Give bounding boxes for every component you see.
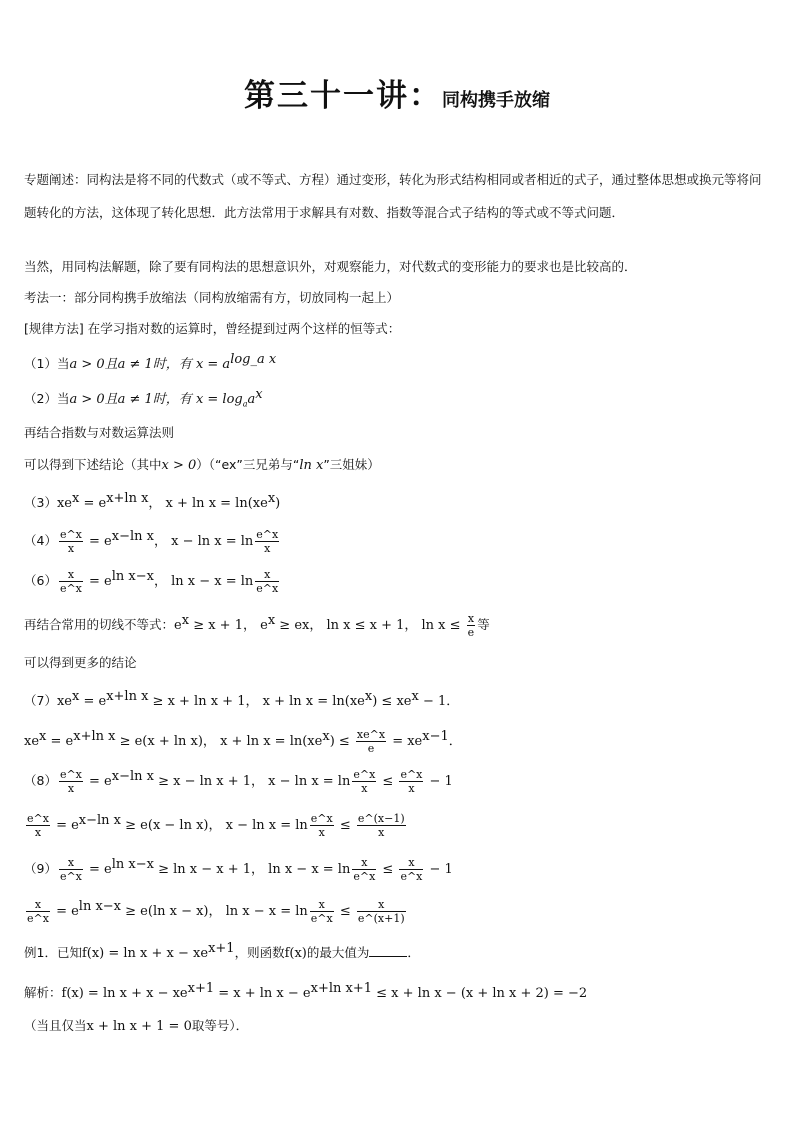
r7b-a: xe — [24, 734, 40, 750]
result-4 — [24, 528, 281, 555]
example-b: f(x) = ln x + x − xe — [81, 946, 209, 962]
combine-cond: x > 0 — [161, 458, 197, 473]
r9b-d: ≤ — [335, 904, 355, 920]
r8-den: x — [67, 782, 75, 796]
r8b-den: x — [34, 826, 42, 840]
r8-den2: x — [361, 782, 368, 796]
note-b: x + ln x + 1 = 0 — [86, 1019, 192, 1034]
tangent-c: ≥ x + 1， e — [189, 618, 268, 634]
r8b-b-sup: x−ln x — [78, 813, 122, 828]
tangent-end: 等 — [477, 617, 490, 633]
identity-1-exponent: log_a x — [230, 352, 277, 367]
r8-b: = e — [84, 774, 112, 790]
r7-a: xe — [56, 694, 72, 710]
combine-lnx: ln x — [299, 458, 324, 473]
solution-d: ≤ x + ln x − (x + ln x + 2) = −2 — [372, 986, 588, 1002]
solution-b: f(x) = ln x + x − xe — [61, 986, 188, 1002]
r3-d: (xe — [247, 496, 268, 512]
r8-num2: e^x — [353, 768, 376, 782]
r6-den: e^x — [59, 582, 82, 596]
r4-fraction-2 — [255, 528, 279, 555]
tangent-b-sup: x — [181, 613, 190, 628]
r8-fraction-2 — [352, 768, 376, 795]
r8-e: − 1 — [425, 774, 453, 790]
identity-2-exponent: x — [255, 387, 263, 402]
r8b-d: ≤ — [335, 818, 355, 834]
note-c: 取等号）． — [191, 1018, 249, 1033]
identity-1-label: （1）当 — [24, 356, 70, 372]
r7b-e-sup: x−1 — [422, 729, 449, 744]
combine-text-a: 可以得到下述结论（其中 — [24, 457, 162, 472]
result-6-label: （6） — [24, 573, 57, 589]
identity-1-formula: a > 0且a ≠ 1时，有 x = a — [69, 357, 231, 373]
r7b-c: ≥ e(x + ln x)， x + ln x = ln(xe — [115, 734, 323, 750]
example-e: 的最大值为 — [306, 945, 370, 961]
example-c: ，则函数 — [234, 945, 285, 961]
r9b-fraction-2 — [310, 898, 334, 925]
r7b-a-sup: x — [39, 729, 47, 744]
r8-b-sup: x−ln x — [111, 769, 154, 784]
solution-b-sup: x+1 — [187, 981, 215, 996]
result-9b — [24, 898, 408, 925]
result-6 — [24, 568, 281, 595]
r9b-fraction-3 — [357, 898, 406, 925]
r4-den: x — [67, 542, 75, 556]
r9b-den3: e^(x+1) — [357, 912, 405, 926]
r9b-c: ≥ e(ln x − x)， ln x − x = ln — [121, 904, 308, 920]
r9-fraction — [59, 856, 83, 883]
r7b-fraction — [356, 728, 386, 755]
r4-b-sup: x−ln x — [111, 529, 154, 544]
r6-b-sup: ln x−x — [111, 569, 154, 584]
combine-text-e: ”三姐妹） — [323, 457, 380, 472]
r9b-b-sup: ln x−x — [78, 899, 122, 914]
combine-line-2 — [24, 456, 380, 475]
r7b-den: e — [367, 742, 375, 756]
r6-num: x — [59, 568, 83, 582]
r6-den2: e^x — [256, 582, 279, 596]
r8b-c: ≥ e(x − ln x)， x − ln x = ln — [121, 818, 308, 834]
r9-den3: e^x — [400, 870, 423, 884]
result-8b — [24, 812, 408, 839]
result-7-label: （7） — [24, 693, 57, 709]
r9-d: ≤ — [378, 862, 398, 878]
r3-b: = e — [79, 496, 107, 512]
solution-label: 解析： — [24, 985, 62, 1001]
r7-c: ≥ x + ln x + 1， x + ln x = ln(xe — [148, 694, 365, 710]
r3-e: ) — [275, 496, 281, 512]
r3-b-sup: x+ln x — [106, 491, 149, 506]
r9-den2: e^x — [353, 870, 376, 884]
r3-d-sup: x — [267, 491, 276, 506]
identity-2-formula: a > 0且a ≠ 1时，有 x = log — [69, 392, 243, 408]
r9b-num3: x — [357, 898, 406, 912]
r7-b-sup: x+ln x — [106, 689, 149, 704]
r4-fraction — [59, 528, 83, 555]
result-8-label: （8） — [24, 773, 57, 789]
result-7 — [24, 688, 459, 711]
r9-num: x — [59, 856, 83, 870]
result-3 — [24, 490, 280, 513]
solution — [24, 980, 587, 1003]
example-b-sup: x+1 — [208, 941, 235, 956]
r9-num3: x — [399, 856, 423, 870]
r9b-num2: x — [310, 898, 334, 912]
r9-b: = e — [84, 862, 112, 878]
r4-b: = e — [84, 534, 112, 550]
r8b-fraction-3 — [357, 812, 406, 839]
tangent-b: e — [174, 618, 182, 634]
equality-note — [24, 1017, 248, 1036]
example-1 — [24, 940, 420, 963]
r7b-f: ． — [448, 734, 462, 750]
result-9-label: （9） — [24, 861, 57, 877]
r9-den: e^x — [59, 870, 82, 884]
r7-a-sup: x — [71, 689, 80, 704]
r8b-den3: x — [378, 826, 385, 840]
method-title: 考法一：部分同构携手放缩法（同构放缩需有方，切放同构一起上） — [24, 290, 400, 305]
r7-b: = e — [79, 694, 107, 710]
intro-line2: 当然，用同构法解题，除了要有同构法的思想意识外，对观察能力，对代数式的变形能力的要求也是比较高的． — [24, 259, 637, 274]
r7-d-sup: x — [411, 689, 419, 704]
r6-c: ， ln x − x = ln — [153, 574, 254, 590]
r8b-fraction — [26, 812, 50, 839]
r4-c: ， x − ln x = ln — [153, 534, 254, 550]
r8-fraction-3 — [399, 768, 423, 795]
r7-c-sup: x — [364, 689, 373, 704]
r8-num: e^x — [59, 768, 82, 782]
tangent-num: x — [467, 612, 475, 626]
example-label: 例1．已知 — [24, 945, 82, 961]
answer-blank — [369, 944, 407, 957]
r9-fraction-3 — [399, 856, 423, 883]
title-main: 第三十一讲： — [244, 78, 442, 114]
example-f: ． — [407, 945, 420, 961]
solution-c-sup: x+ln x+1 — [310, 981, 373, 996]
r9b-fraction — [26, 898, 50, 925]
title-sub: 同构携手放缩 — [442, 90, 550, 111]
r8-c: ≥ x − ln x + 1， x − ln x = ln — [153, 774, 351, 790]
r3-c: ， x + ln x = ln — [148, 496, 248, 512]
r9-b-sup: ln x−x — [111, 857, 154, 872]
r6-b: = e — [84, 574, 112, 590]
identity-2-label: （2）当 — [24, 391, 70, 407]
result-3-label: （3） — [24, 495, 57, 511]
r7-d: ) ≤ xe — [372, 694, 412, 710]
tangent-c-sup: x — [267, 613, 276, 628]
r3-a-sup: x — [71, 491, 80, 506]
r3-a: xe — [56, 496, 72, 512]
r6-fraction — [59, 568, 83, 595]
result-7b — [24, 728, 462, 755]
r9b-b: = e — [51, 904, 79, 920]
identity-2-arg: a — [247, 392, 256, 408]
r9b-den: e^x — [27, 912, 49, 926]
r4-num: e^x — [59, 528, 82, 542]
identity-2-base: a — [242, 399, 248, 409]
r9-c: ≥ ln x − x + 1， ln x − x = ln — [153, 862, 351, 878]
r9b-num: x — [26, 898, 50, 912]
r6-num2: x — [255, 568, 279, 582]
r9b-den2: e^x — [310, 912, 333, 926]
r6-fraction-2 — [255, 568, 279, 595]
solution-c: = x + ln x − e — [214, 986, 311, 1002]
example-d: f(x) — [284, 946, 307, 962]
r7b-e: = xe — [388, 734, 423, 750]
r8-fraction — [59, 768, 83, 795]
r7b-d: ) ≤ — [329, 734, 354, 750]
r8b-fraction-2 — [310, 812, 334, 839]
r7b-c-sup: x — [322, 729, 330, 744]
combine-line-1: 再结合指数与对数运算法则 — [24, 425, 175, 440]
r8b-num: e^x — [27, 812, 49, 826]
tangent-intro: 再结合常用的切线不等式： — [24, 617, 175, 633]
r8b-den2: x — [318, 826, 325, 840]
note-a: （当且仅当 — [24, 1018, 87, 1033]
r9-fraction-2 — [352, 856, 376, 883]
r4-num2: e^x — [256, 528, 279, 542]
r7b-num: xe^x — [356, 728, 386, 742]
identity-1 — [24, 351, 276, 374]
r7b-b-sup: x+ln x — [73, 729, 116, 744]
r9-e: − 1 — [425, 862, 453, 878]
intro-paragraph: 专题阐述：同构法是将不同的代数式（或不等式、方程）通过变形，转化为形式结构相同或者相近的式子，通过整体思想或换元等将问题转化的方法，这体现了转化思想．此方法常用于求解具有对数、指数等混合式子结构的等式或不等式问题． — [24, 172, 762, 220]
page-title — [0, 70, 794, 115]
r8b-num3: e^(x−1) — [357, 812, 405, 826]
result-4-label: （4） — [24, 533, 57, 549]
r8b-num2: e^x — [310, 812, 333, 826]
combine-text-c: ）（“ex”三兄弟与“ — [196, 457, 300, 472]
r8-d: ≤ — [378, 774, 398, 790]
rule-line: [规律方法] 在学习指对数的运算时，曾经提到过两个这样的恒等式： — [24, 321, 401, 336]
more-line: 可以得到更多的结论 — [24, 655, 137, 670]
r4-den2: x — [264, 542, 271, 556]
r8b-b: = e — [51, 818, 79, 834]
result-9 — [24, 856, 453, 883]
r7b-b: = e — [46, 734, 74, 750]
identity-2 — [24, 386, 263, 414]
tangent-fraction — [467, 612, 476, 639]
tangent-line — [24, 612, 490, 639]
r9-num2: x — [352, 856, 376, 870]
tangent-d: ≥ ex， ln x ≤ x + 1， ln x ≤ — [275, 618, 465, 634]
r7-e: − 1． — [418, 694, 460, 710]
r8-den3: x — [408, 782, 415, 796]
r8-num3: e^x — [400, 768, 423, 782]
tangent-den: e — [467, 626, 475, 640]
result-8 — [24, 768, 453, 795]
